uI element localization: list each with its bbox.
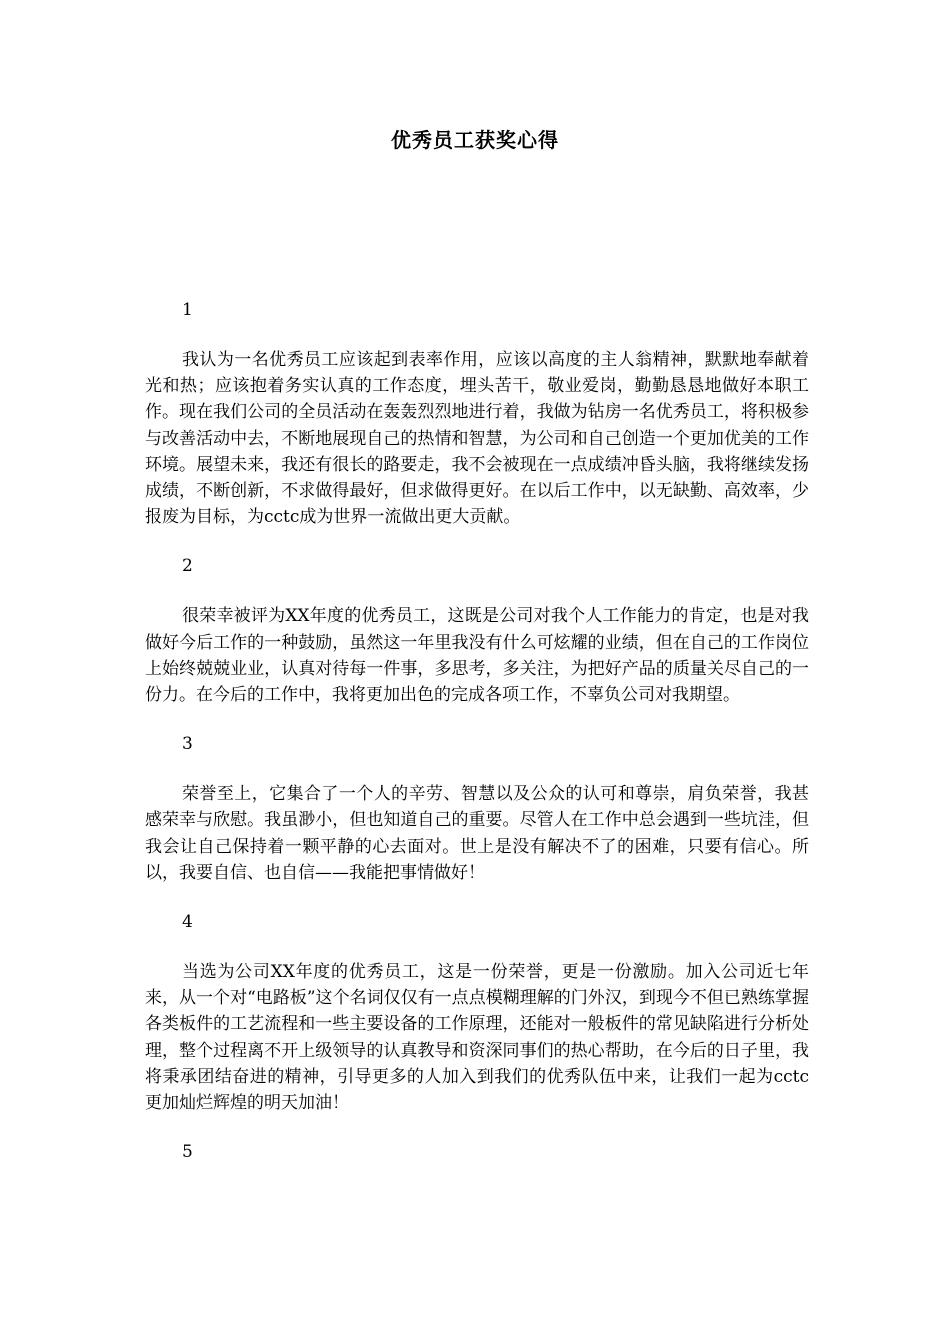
section-number: 1 (182, 300, 193, 320)
section-paragraph: 我认为一名优秀员工应该起到表率作用，应该以高度的主人翁精神，默默地奉献着光和热；应该抱着务实认真的工作态度，埋头苦干，敬业爱岗，勤勤恳恳地做好本职工作。现在我们公司的全员活动在轰轰烈烈地进行着，我做为钻房一名优秀员工，将积极参与改善活动中去，不断地展现自己的热情和智慧，为公司和自己创造一个更加优美的工作环境。展望未来，我还有很长的路要走，我不会被现在一点成绩冲昏头脑，我将继续发扬成绩，不断创新，不求做得最好，但求做得更好。在以后工作中，以无缺勤、高效率，少报废为目标，为cctc成为世界一流做出更大贡献。 (145, 350, 809, 528)
section-1 (145, 296, 809, 552)
section-number: 4 (182, 912, 193, 933)
section-4 (145, 908, 809, 1138)
section-paragraph: 荣誉至上，它集合了一个人的辛劳、智慧以及公众的认可和尊崇，肩负荣誉，我甚感荣幸与欣慰。我虽渺小，但也知道自己的重要。尽管人在工作中总会遇到一些坑洼，但我会让自己保持着一颗平静的心去面对。世上是没有解决不了的困难，只要有信心。所以，我要自信、也自信——我能把事情做好！ (145, 784, 809, 883)
section-paragraph: 当选为公司XX年度的优秀员工，这是一份荣誉，更是一份激励。加入公司近七年来，从一个对“电路板”这个名词仅仅有一点点模糊理解的门外汉，到现今不但已熟练掌握各类板件的工艺流程和一些主要设备的工作原理，还能对一般板件的常见缺陷进行分析处理，整个过程离不开上级领导的认真教导和资深同事们的热心帮助，在今后的日子里，我将秉承团结奋进的精神，引导更多的人加入到我们的优秀队伍中来，让我们一起为cctc更加灿烂辉煌的明天加油！ (145, 962, 809, 1114)
section-number: 5 (182, 1142, 193, 1163)
section-2 (145, 552, 809, 730)
document-title: 优秀员工获奖心得 (391, 128, 559, 152)
section-5 (145, 1138, 809, 1166)
section-3 (145, 730, 809, 908)
document-body (145, 296, 809, 1166)
section-number: 3 (182, 734, 193, 755)
section-paragraph: 很荣幸被评为XX年度的优秀员工，这既是公司对我个人工作能力的肯定，也是对我做好今后工作的一种鼓励，虽然这一年里我没有什么可炫耀的业绩，但在自己的工作岗位上始终兢兢业业，认真对待每一件事，多思考，多关注，为把好产品的质量关尽自己的一份力。在今后的工作中，我将更加出色的完成各项工作，不辜负公司对我期望。 (145, 606, 809, 706)
section-number: 2 (182, 556, 193, 577)
